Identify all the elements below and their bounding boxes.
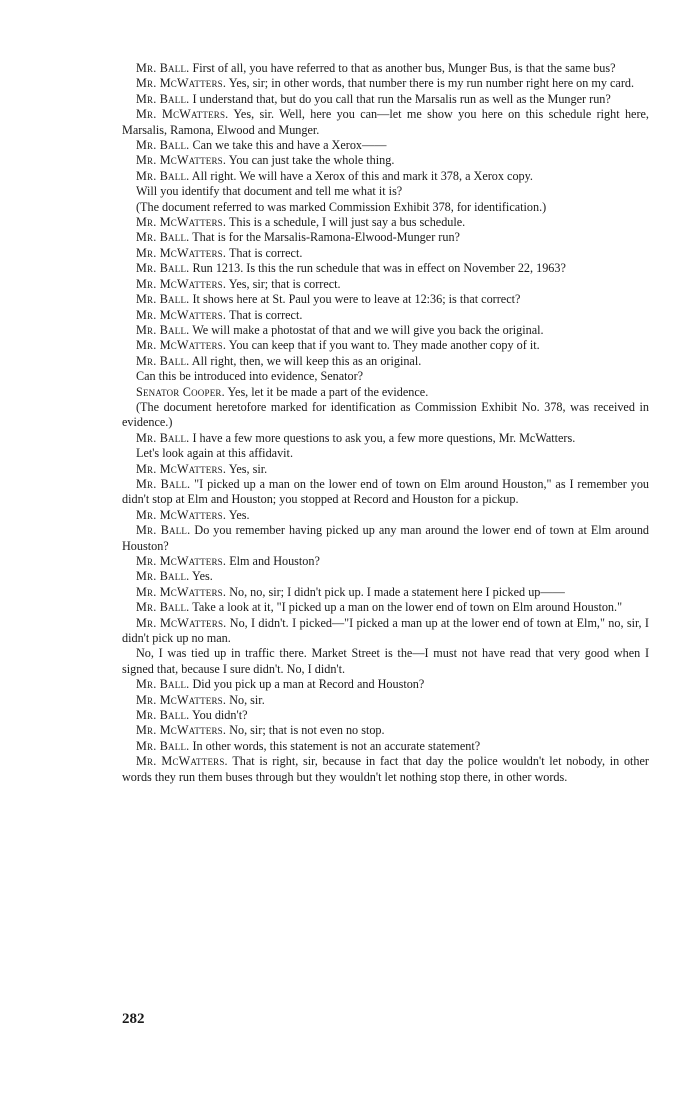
paragraph-text: Did you pick up a man at Record and Houston?	[192, 677, 425, 692]
speaker-name: Mr. McWatters.	[136, 215, 227, 230]
paragraph-text: Let's look again at this affidavit.	[136, 446, 293, 461]
paragraph-text: Can we take this and have a Xerox——	[192, 138, 387, 153]
paragraph-text: Can this be introduced into evidence, Senator?	[136, 369, 364, 384]
paragraph	[122, 508, 649, 523]
paragraph	[122, 261, 649, 276]
paragraph	[122, 708, 649, 723]
paragraph-text: I understand that, but do you call that run the Marsalis run as well as the Munger run?	[192, 91, 611, 106]
speaker-name: Mr. Ball.	[136, 353, 190, 368]
speaker-name: Mr. Ball.	[136, 322, 190, 337]
paragraph-text: We will make a photostat of that and we will give you back the original.	[192, 322, 544, 337]
paragraph	[122, 153, 649, 168]
speaker-name: Mr. McWatters.	[136, 107, 229, 122]
speaker-name: Mr. Ball.	[136, 476, 191, 491]
paragraph	[122, 693, 649, 708]
paragraph	[122, 554, 649, 569]
paragraph-text: Take a look at it, "I picked up a man on the lower end of town on Elm around Houston."	[192, 600, 623, 615]
speaker-name: Mr. McWatters.	[136, 754, 228, 769]
paragraph-text: No, sir; that is not even no stop.	[229, 723, 385, 738]
paragraph-text: Yes, sir; that is correct.	[228, 276, 341, 291]
paragraph-text: That is correct.	[228, 245, 303, 260]
paragraph-text: No, I didn't. I picked—"I picked a man up at the lower end of town at Elm," no, sir, I didn't pick up no man.	[122, 615, 649, 646]
paragraph	[122, 277, 649, 292]
paragraph	[122, 600, 649, 615]
speaker-name: Mr. Ball.	[136, 230, 190, 245]
paragraph	[122, 308, 649, 323]
paragraph-text: Yes, sir. Well, here you can—let me show you here on this schedule right here, Marsalis, Ramona, Elwood and Munger.	[122, 107, 649, 137]
paragraph-text: Elm and Houston?	[229, 554, 320, 568]
speaker-name: Mr. Ball.	[136, 708, 190, 723]
paragraph-text: Run 1213. Is this the run schedule that was in effect on November 22, 1963?	[192, 261, 566, 276]
paragraph-text: You can keep that if you want to. They made another copy of it.	[228, 338, 540, 353]
paragraph	[122, 215, 649, 230]
paragraph	[122, 739, 649, 754]
paragraph	[122, 169, 649, 184]
speaker-name: Mr. Ball.	[136, 61, 190, 75]
paragraph-text: All right, then, we will keep this as an original.	[191, 353, 422, 368]
paragraph	[122, 477, 649, 508]
paragraph	[122, 646, 649, 677]
transcript-body	[122, 61, 649, 785]
paragraph-text: Will you identify that document and tell me what it is?	[136, 184, 403, 199]
paragraph-text: Yes.	[228, 507, 250, 522]
speaker-name: Mr. McWatters.	[136, 245, 227, 260]
paragraph	[122, 61, 649, 76]
paragraph	[122, 200, 649, 215]
speaker-name: Mr. McWatters.	[136, 584, 227, 599]
speaker-name: Mr. McWatters.	[136, 338, 227, 353]
speaker-name: Mr. McWatters.	[136, 615, 227, 630]
speaker-name: Mr. Ball.	[136, 600, 190, 615]
paragraph	[122, 569, 649, 584]
paragraph-text: Yes, sir; in other words, that number there is my run number right here on my card.	[228, 76, 635, 91]
paragraph-text: Yes, sir.	[228, 461, 268, 476]
speaker-name: Mr. Ball.	[136, 430, 190, 445]
paragraph-text: Yes.	[192, 569, 213, 584]
paragraph	[122, 323, 649, 338]
paragraph	[122, 446, 649, 461]
page-number: 282	[122, 1011, 145, 1027]
speaker-name: Mr. Ball.	[136, 261, 190, 276]
paragraph	[122, 338, 649, 353]
paragraph	[122, 369, 649, 384]
speaker-name: Mr. McWatters.	[136, 554, 227, 568]
paragraph-text: "I picked up a man on the lower end of town on Elm around Houston," as I remember you didn't stop at Elm and Houston; you stopped at Record and Houston for a pickup.	[122, 476, 650, 507]
speaker-name: Senator Cooper.	[136, 384, 225, 399]
speaker-name: Mr. Ball.	[136, 569, 190, 584]
paragraph-text: No, I was tied up in traffic there. Market Street is the—I must not have read that very good when I signed that, because I sure didn't. No, I didn't.	[122, 646, 649, 676]
speaker-name: Mr. Ball.	[136, 523, 191, 538]
speaker-name: Mr. McWatters.	[136, 307, 227, 322]
paragraph-text: First of all, you have referred to that as another bus, Munger Bus, is that the same bus?	[192, 61, 616, 75]
paragraph	[122, 76, 649, 91]
paragraph-text: That is for the Marsalis-Ramona-Elwood-Munger run?	[192, 230, 460, 245]
paragraph	[122, 431, 649, 446]
speaker-name: Mr. Ball.	[136, 738, 190, 753]
speaker-name: Mr. McWatters.	[136, 507, 227, 522]
speaker-name: Mr. McWatters.	[136, 76, 227, 91]
paragraph-text: That is right, sir, because in fact that day the police wouldn't let nobody, in other words they run them buses through but they wouldn't let nothing stop there, in other words.	[122, 754, 649, 784]
speaker-name: Mr. McWatters.	[136, 461, 227, 476]
paragraph	[122, 246, 649, 261]
speaker-name: Mr. Ball.	[136, 677, 190, 692]
paragraph-text: (The document heretofore marked for identification as Commission Exhibit No. 378, was received in evidence.)	[122, 399, 649, 430]
paragraph-text: No, sir.	[229, 692, 265, 707]
paragraph-text: It shows here at St. Paul you were to leave at 12:36; is that correct?	[192, 292, 521, 307]
paragraph	[122, 184, 649, 199]
paragraph	[122, 92, 649, 107]
paragraph	[122, 292, 649, 307]
paragraph-text: No, no, sir; I didn't pick up. I made a statement here I picked up——	[229, 584, 565, 599]
paragraph	[122, 754, 649, 785]
speaker-name: Mr. McWatters.	[136, 692, 227, 707]
paragraph-text: All right. We will have a Xerox of this and mark it 378, a Xerox copy.	[191, 168, 533, 183]
speaker-name: Mr. McWatters.	[136, 153, 227, 168]
paragraph	[122, 677, 649, 692]
speaker-name: Mr. Ball.	[136, 91, 190, 106]
paragraph	[122, 523, 649, 554]
paragraph-text: This is a schedule, I will just say a bus schedule.	[228, 215, 466, 230]
speaker-name: Mr. McWatters.	[136, 276, 227, 291]
paragraph-text: You didn't?	[192, 708, 248, 723]
speaker-name: Mr. McWatters.	[136, 723, 227, 738]
paragraph-text: Yes, let it be made a part of the evidence.	[227, 384, 429, 399]
paragraph	[122, 723, 649, 738]
paragraph-text: In other words, this statement is not an accurate statement?	[192, 738, 481, 753]
paragraph	[122, 138, 649, 153]
paragraph	[122, 585, 649, 600]
paragraph-text: That is correct.	[228, 307, 303, 322]
paragraph	[122, 385, 649, 400]
speaker-name: Mr. Ball.	[136, 168, 190, 183]
speaker-name: Mr. Ball.	[136, 138, 190, 153]
paragraph	[122, 462, 649, 477]
paragraph-text: Do you remember having picked up any man around the lower end of town at Elm around Houston?	[122, 523, 650, 553]
paragraph	[122, 107, 649, 138]
paragraph-text: (The document referred to was marked Commission Exhibit 378, for identification.)	[136, 199, 547, 214]
paragraph	[122, 400, 649, 431]
paragraph	[122, 616, 649, 647]
speaker-name: Mr. Ball.	[136, 292, 190, 307]
paragraph	[122, 354, 649, 369]
paragraph-text: You can just take the whole thing.	[228, 153, 395, 168]
paragraph	[122, 230, 649, 245]
paragraph-text: I have a few more questions to ask you, a few more questions, Mr. McWatters.	[192, 430, 576, 445]
